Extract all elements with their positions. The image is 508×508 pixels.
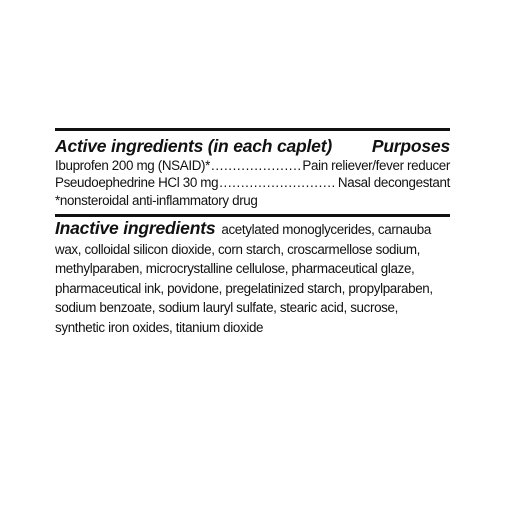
section-divider	[55, 214, 450, 217]
leader-dots	[211, 157, 301, 174]
inactive-ingredients-heading: Inactive ingredients	[55, 218, 216, 238]
ingredient-name: Ibuprofen 200 mg (NSAID)*	[55, 158, 210, 173]
ingredient-row	[55, 157, 450, 174]
active-ingredients-header	[55, 135, 450, 157]
active-ingredients-heading: Active ingredients (in each caplet)	[55, 136, 332, 156]
drug-facts-panel	[55, 128, 450, 338]
top-divider	[55, 128, 450, 131]
ingredient-purpose: Pain reliever/fever reducer	[302, 158, 450, 173]
nsaid-footnote: *nonsteroidal anti-inflammatory drug	[55, 193, 258, 208]
ingredient-row	[55, 174, 450, 191]
ingredient-name: Pseudoephedrine HCl 30 mg	[55, 175, 219, 190]
purposes-heading: Purposes	[371, 136, 450, 156]
inactive-ingredients-section	[55, 219, 450, 338]
leader-dots	[219, 174, 337, 191]
inactive-ingredients-list: acetylated monoglycerides, carnauba wax, colloidal silicon dioxide, corn starch, croscarmellose sodium, methylparaben, microcrystalline cellulose, pharmaceutical glaze, pharmaceutical ink, povidone, pregelatinized starch, propylparaben, sodium benzoate, sodium lauryl sulfate, stearic acid, sucrose, synthetic iron oxides, titanium dioxide	[55, 222, 433, 335]
ingredient-purpose: Nasal decongestant	[337, 175, 450, 190]
